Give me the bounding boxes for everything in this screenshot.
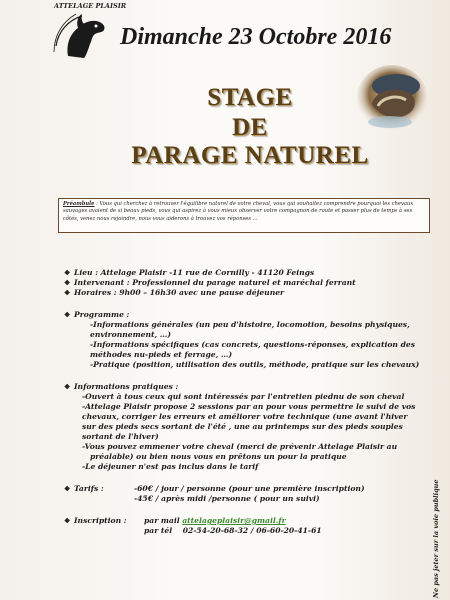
- list-item: -Vous pouvez emmener votre cheval (merci de prévenir Attelage Plaisir au: [82, 442, 398, 451]
- diamond-bullet-icon: ❖: [64, 484, 71, 493]
- tarif-line-1: -60€ / jour / personne (pour une première inscription): [134, 484, 365, 493]
- mail-prefix: par mail: [144, 516, 183, 525]
- preamble-text: : Vous qui cherchez à retrouver l'équilibre naturel de votre cheval, vous qui souhaitez comprendre pourquoi les chevaux sauvages avaient de si beaux pieds, vous qui aspirez à vous mieux observer votre compagnon de route et passer plus de temps à ses côtés, venez nous rejoindre, nous vous aiderons à trouvez vos réponses ...: [63, 201, 414, 222]
- programme-list: [64, 320, 420, 370]
- preamble-box: [58, 198, 430, 233]
- diamond-bullet-icon: ❖: [64, 288, 71, 297]
- list-item: -Le déjeuner n'est pas inclus dans le tarif: [82, 462, 259, 471]
- list-item: -Attelage Plaisir propose 2 sessions par an pour vous permettre le suivi de vos: [82, 402, 416, 411]
- title-de: DE: [232, 114, 268, 141]
- programme-heading: ❖ Programme :: [64, 310, 130, 319]
- diamond-bullet-icon: ❖: [64, 310, 71, 319]
- diamond-bullet-icon: ❖: [64, 278, 71, 287]
- pratiques-heading: ❖ Informations pratiques :: [64, 382, 179, 391]
- info-intervenant: ❖ Intervenant : Professionnel du parage naturel et maréchal ferrant: [64, 278, 356, 287]
- disposal-notice: Ne pas jeter sur la voie publique: [432, 479, 440, 598]
- info-lieu: ❖ Lieu : Attelage Plaisir -11 rue de Cornilly - 41120 Feings: [64, 268, 315, 277]
- list-item: préalable) ou bien nous vous en prêtons un pour la pratique: [90, 452, 347, 461]
- preamble-label: Préambule: [63, 201, 95, 207]
- list-item: sur des pieds secs sortant de l'été , une au printemps sur des pieds souples: [82, 422, 403, 431]
- phone-numbers: 02-54-20-68-32 / 06-60-20-41-61: [182, 526, 322, 535]
- diamond-bullet-icon: ❖: [64, 516, 71, 525]
- title-parage-naturel: PARAGE NATUREL: [131, 142, 369, 169]
- info-horaires: ❖ Horaires : 9h00 – 16h30 avec une pause déjeuner: [64, 288, 285, 297]
- list-item: -Informations spécifiques (cas concrets, questions-réponses, explication des: [90, 340, 415, 349]
- list-item: méthodes nu-pieds et ferrage, …): [90, 350, 233, 359]
- tarif-line-2: -45€ / après midi /personne ( pour un suivi): [134, 494, 320, 503]
- list-item: chevaux, corriger les erreurs et améliorer votre technique (une avant l'hiver: [82, 412, 408, 421]
- list-item: environnement, …): [90, 330, 171, 339]
- tel-prefix: par tél: [144, 526, 173, 535]
- list-item: -Pratique (position, utilisation des outils, méthode, pratique sur les chevaux): [90, 360, 420, 369]
- details-section: [64, 268, 420, 536]
- inscription-row: [64, 516, 420, 536]
- diamond-bullet-icon: ❖: [64, 382, 71, 391]
- inscription-label: Inscription :: [74, 516, 127, 525]
- pratiques-list: [64, 392, 420, 472]
- tarifs-row: [64, 484, 420, 504]
- list-item: -Ouvert à tous ceux qui sont intéressés par l'entretien piednu de son cheval: [82, 392, 405, 401]
- list-item: -Informations générales (un peu d'histoire, locomotion, besoins physiques,: [90, 320, 410, 329]
- diamond-bullet-icon: ❖: [64, 268, 71, 277]
- list-item: sortant de l'hiver): [82, 432, 159, 441]
- logo-text: ATTELAGE PLAISIR: [54, 2, 127, 10]
- email-link[interactable]: attelageplaisir@gmail.fr: [182, 516, 286, 525]
- event-date: Dimanche 23 Octobre 2016: [120, 24, 392, 50]
- tarifs-label: Tarifs :: [74, 484, 104, 493]
- attelage-plaisir-logo: [48, 6, 116, 60]
- title-stage: STAGE: [207, 84, 293, 111]
